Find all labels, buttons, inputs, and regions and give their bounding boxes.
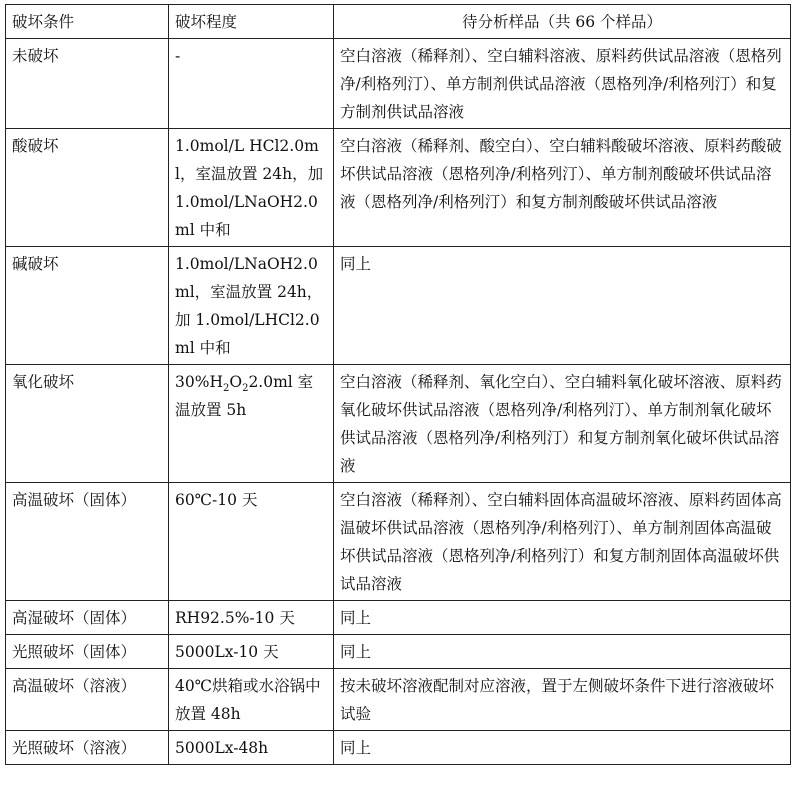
table-row (6, 483, 791, 601)
degree-cell: 40℃烘箱或水浴锅中放置 48h (169, 669, 334, 731)
table-row (6, 365, 791, 483)
degree-cell (169, 365, 334, 483)
samples-cell: 同上 (334, 247, 791, 365)
condition-cell: 光照破坏（固体） (6, 635, 169, 669)
samples-cell: 空白溶液（稀释剂）、空白辅料固体高温破坏溶液、原料药固体高温破坏供试品溶液（恩格列净/利格列汀）、单方制剂固体高温破坏供试品溶液（恩格列净/利格列汀）和复方制剂固体高温破坏供试品溶液 (334, 483, 791, 601)
table-row (6, 39, 791, 129)
table-row (6, 247, 791, 365)
condition-cell: 高湿破坏（固体） (6, 601, 169, 635)
samples-cell: 同上 (334, 635, 791, 669)
header-samples: 待分析样品（共 66 个样品） (334, 5, 791, 39)
condition-cell: 碱破坏 (6, 247, 169, 365)
degree-cell: 1.0mol/LNaOH2.0ml，室温放置 24h，加 1.0mol/LHCl2.0ml 中和 (169, 247, 334, 365)
condition-cell: 氧化破坏 (6, 365, 169, 483)
table-row (6, 635, 791, 669)
samples-cell: 空白溶液（稀释剂、酸空白）、空白辅料酸破坏溶液、原料药酸破坏供试品溶液（恩格列净/利格列汀）、单方制剂酸破坏供试品溶液（恩格列净/利格列汀）和复方制剂酸破坏供试品溶液 (334, 129, 791, 247)
degree-cell: 1.0mol/L HCl2.0ml，室温放置 24h，加 1.0mol/LNaOH2.0ml 中和 (169, 129, 334, 247)
degree-text-post: 2.0ml 室温放置 5h (175, 373, 314, 419)
samples-cell: 同上 (334, 601, 791, 635)
condition-cell: 光照破坏（溶液） (6, 731, 169, 765)
degree-subscript: 2 (222, 383, 230, 395)
degree-cell: 5000Lx-10 天 (169, 635, 334, 669)
table-row (6, 129, 791, 247)
degree-cell: RH92.5%-10 天 (169, 601, 334, 635)
table-header-row (6, 5, 791, 39)
samples-cell: 空白溶液（稀释剂、氧化空白）、空白辅料氧化破坏溶液、原料药氧化破坏供试品溶液（恩格列净/利格列汀）、单方制剂氧化破坏供试品溶液（恩格列净/利格列汀）和复方制剂氧化破坏供试品溶液 (334, 365, 791, 483)
header-degree: 破坏程度 (169, 5, 334, 39)
degree-subscript: 2 (242, 383, 249, 395)
table-row (6, 731, 791, 765)
condition-cell: 高温破坏（溶液） (6, 669, 169, 731)
header-condition: 破坏条件 (6, 5, 169, 39)
degree-cell: 5000Lx-48h (169, 731, 334, 765)
condition-cell: 未破坏 (6, 39, 169, 129)
samples-cell: 空白溶液（稀释剂）、空白辅料溶液、原料药供试品溶液（恩格列净/利格列汀）、单方制剂供试品溶液（恩格列净/利格列汀）和复方制剂供试品溶液 (334, 39, 791, 129)
degree-text-mid: O (229, 373, 243, 391)
condition-cell: 酸破坏 (6, 129, 169, 247)
degree-cell: 60℃-10 天 (169, 483, 334, 601)
table-row (6, 669, 791, 731)
degree-cell: - (169, 39, 334, 129)
degradation-table (5, 4, 791, 765)
table-row (6, 601, 791, 635)
samples-cell: 按未破坏溶液配制对应溶液，置于左侧破坏条件下进行溶液破坏试验 (334, 669, 791, 731)
condition-cell: 高温破坏（固体） (6, 483, 169, 601)
degree-text-pre: 30%H (175, 373, 223, 391)
samples-cell: 同上 (334, 731, 791, 765)
